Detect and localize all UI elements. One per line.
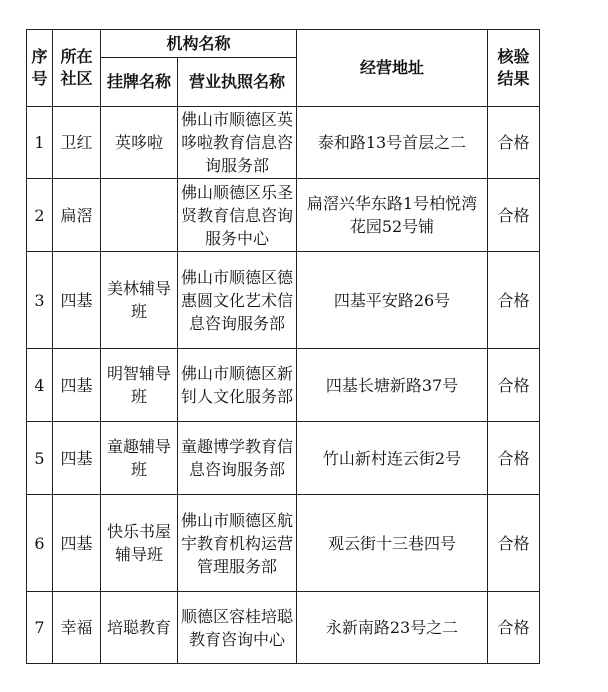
cell-no: 1 [27,107,53,179]
cell-no: 6 [27,495,53,592]
cell-result: 合格 [488,349,540,422]
table-row [27,107,540,179]
cell-community: 四基 [53,495,101,592]
header-result: 核验结果 [488,30,540,107]
cell-no: 7 [27,592,53,664]
cell-address: 四基平安路26号 [297,252,488,349]
cell-brand: 英哆啦 [101,107,178,179]
table-row [27,252,540,349]
cell-address: 四基长塘新路37号 [297,349,488,422]
table-row [27,179,540,252]
cell-result: 合格 [488,592,540,664]
cell-address: 观云街十三巷四号 [297,495,488,592]
cell-license: 佛山市顺德区新钊人文化服务部 [178,349,297,422]
cell-brand: 明智辅导班 [101,349,178,422]
table-row [27,495,540,592]
cell-brand: 快乐书屋辅导班 [101,495,178,592]
cell-address: 永新南路23号之二 [297,592,488,664]
cell-community: 四基 [53,422,101,495]
cell-license: 佛山顺德区乐圣贤教育信息咨询服务中心 [178,179,297,252]
cell-address: 竹山新村连云街2号 [297,422,488,495]
cell-address: 扁滘兴华东路1号柏悦湾花园52号铺 [297,179,488,252]
cell-license: 佛山市顺德区德惠圆文化艺术信息咨询服务部 [178,252,297,349]
cell-license: 佛山市顺德区航宇教育机构运营管理服务部 [178,495,297,592]
cell-result: 合格 [488,422,540,495]
cell-license: 顺德区容桂培聪教育咨询中心 [178,592,297,664]
cell-community: 四基 [53,252,101,349]
cell-community: 扁滘 [53,179,101,252]
cell-no: 3 [27,252,53,349]
cell-community: 四基 [53,349,101,422]
header-brand-name: 挂牌名称 [101,58,178,107]
cell-license: 童趣博学教育信息咨询服务部 [178,422,297,495]
cell-community: 卫红 [53,107,101,179]
cell-brand [101,179,178,252]
cell-brand: 童趣辅导班 [101,422,178,495]
cell-address: 泰和路13号首层之二 [297,107,488,179]
header-community: 所在社区 [53,30,101,107]
header-org-name: 机构名称 [101,30,297,58]
table-row [27,422,540,495]
cell-result: 合格 [488,107,540,179]
cell-brand: 培聪教育 [101,592,178,664]
header-address: 经营地址 [297,30,488,107]
cell-result: 合格 [488,252,540,349]
cell-no: 4 [27,349,53,422]
header-license-name: 营业执照名称 [178,58,297,107]
header-serial-number: 序号 [27,30,53,107]
cell-result: 合格 [488,495,540,592]
cell-license: 佛山市顺德区英哆啦教育信息咨询服务部 [178,107,297,179]
cell-brand: 美林辅导班 [101,252,178,349]
institution-table [26,29,540,664]
cell-no: 2 [27,179,53,252]
cell-no: 5 [27,422,53,495]
cell-result: 合格 [488,179,540,252]
cell-community: 幸福 [53,592,101,664]
table-row [27,592,540,664]
table-row [27,349,540,422]
